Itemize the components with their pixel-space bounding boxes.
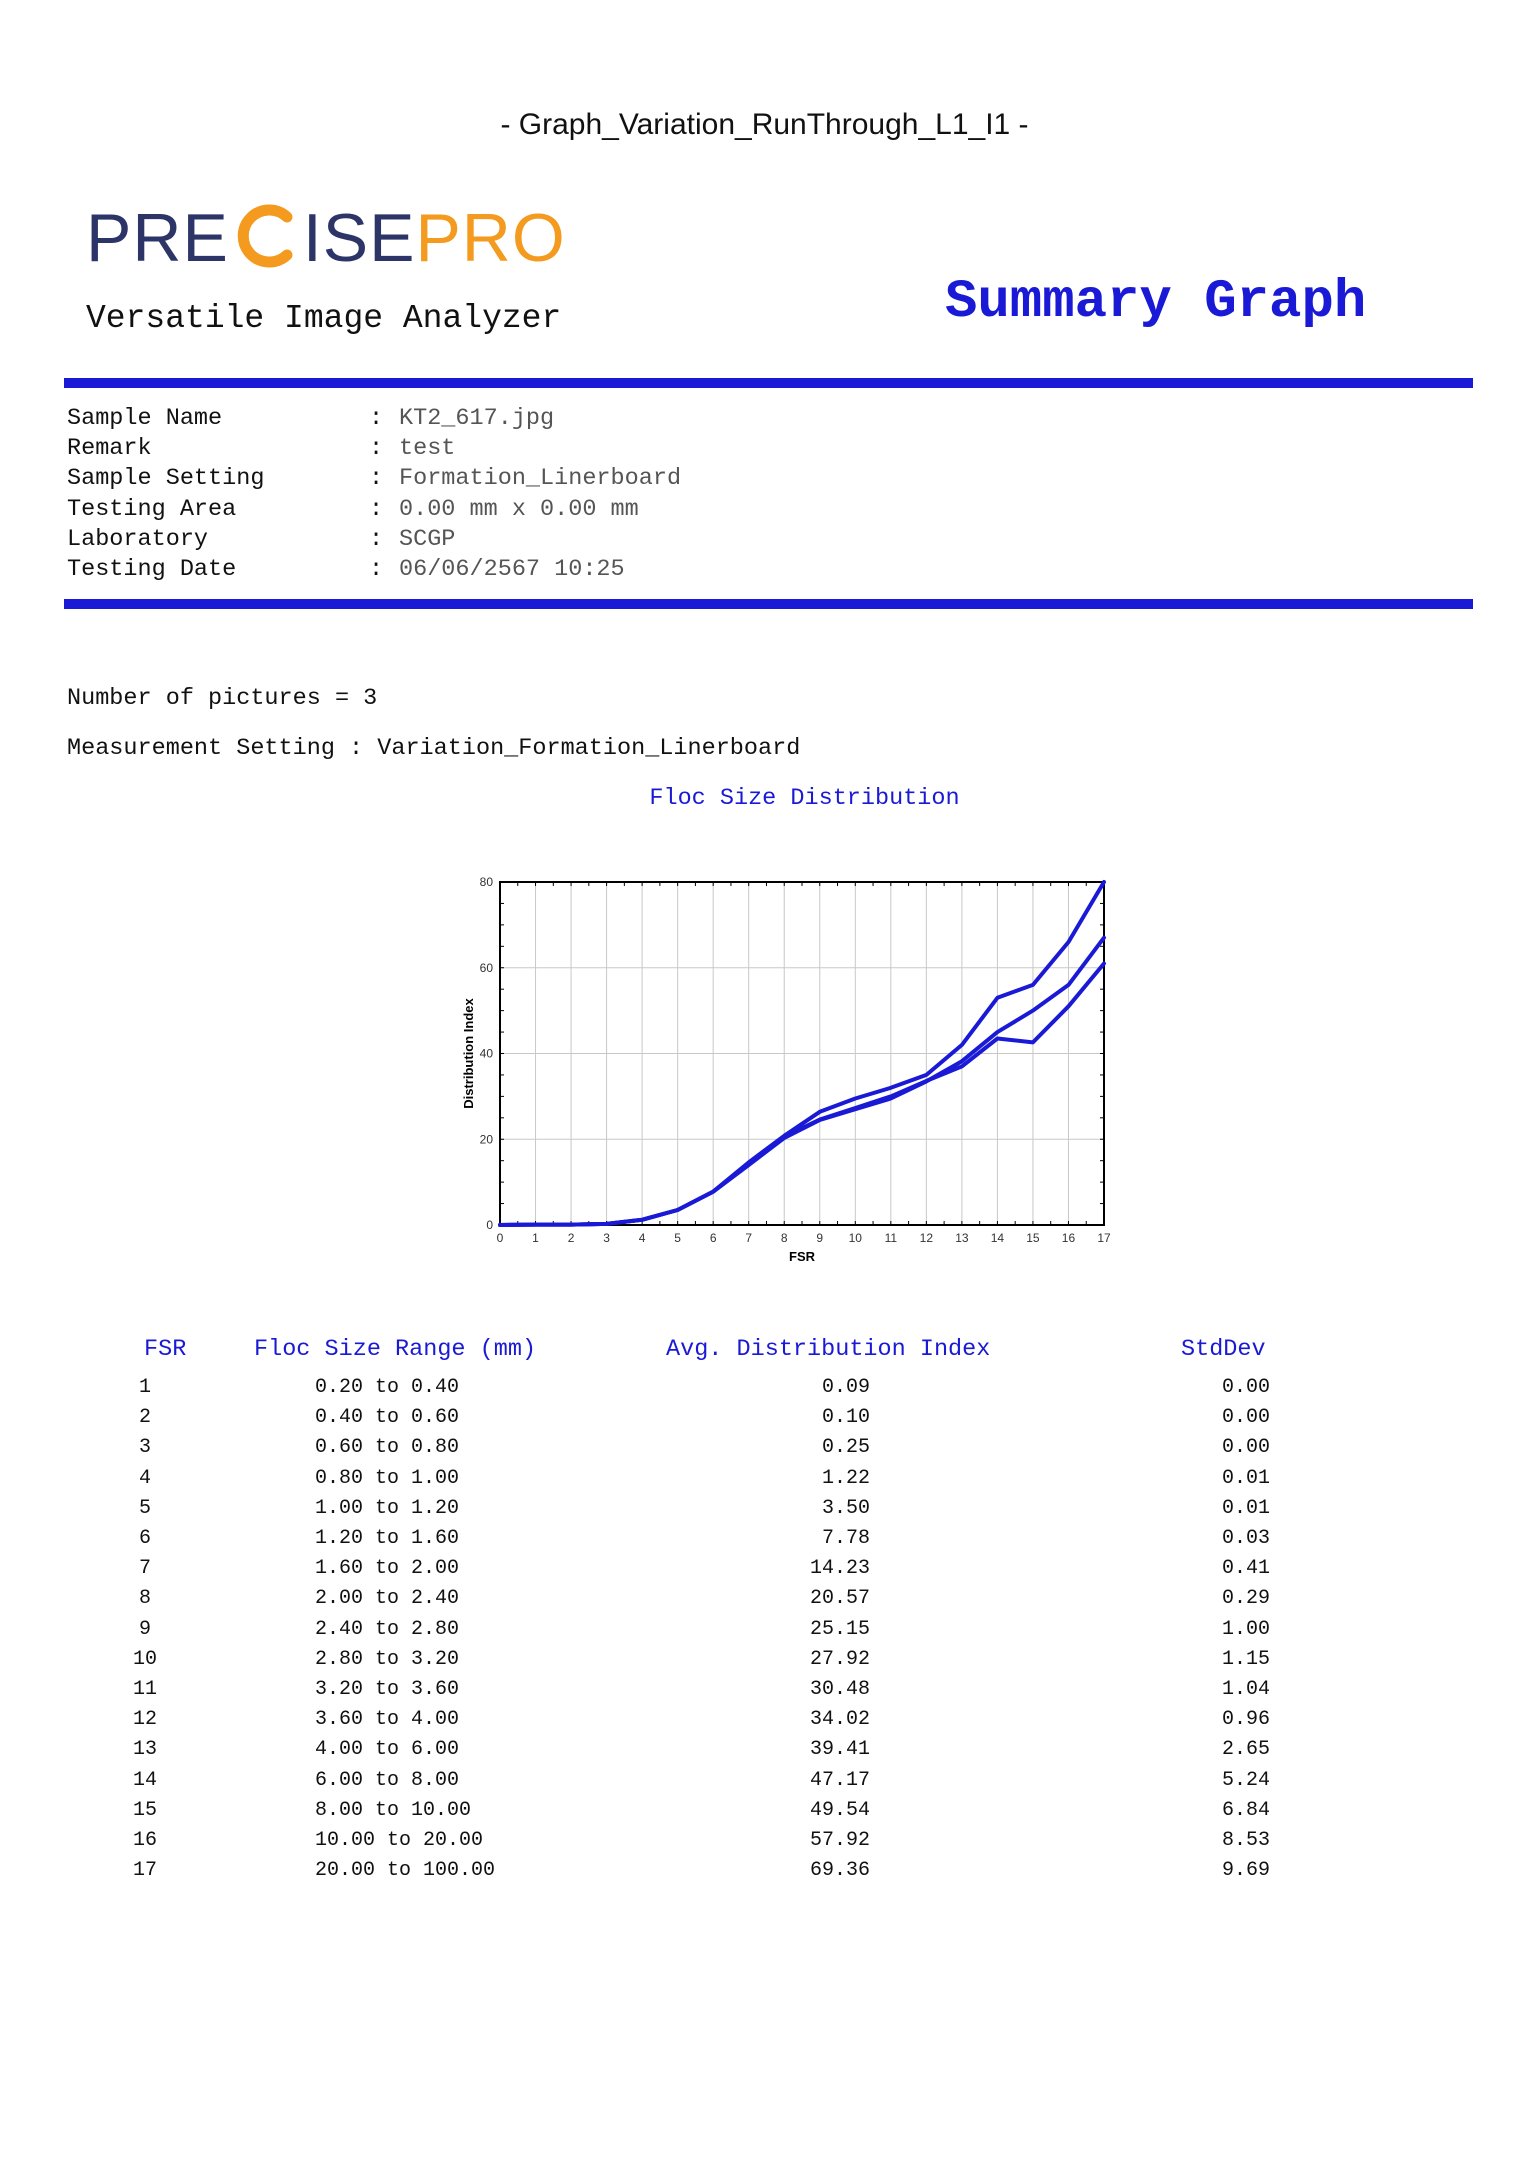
cell-floc-size-range: 8.00 to 10.00 [315,1798,472,1822]
header-avg-distribution-index: Avg. Distribution Index [666,1336,991,1363]
cell-avg-distribution-index: 0.25 [821,1436,870,1460]
info-separator: : [369,405,384,432]
product-subtitle: Versatile Image Analyzer [86,300,562,337]
cell-fsr: 4 [138,1466,151,1490]
y-axis-label: Distribution Index [461,998,476,1109]
table-row [0,1406,1529,1436]
cell-stddev: 5.24 [1221,1768,1270,1792]
info-row-laboratory [67,525,681,555]
table-row [0,1678,1529,1708]
cell-avg-distribution-index: 34.02 [809,1708,870,1732]
cell-fsr: 9 [138,1617,151,1641]
table-row [0,1738,1529,1768]
x-tick-label: 10 [848,1231,862,1245]
logo-text-pro: PRO [415,200,566,276]
cell-fsr: 12 [132,1708,157,1732]
x-tick-label: 0 [496,1231,504,1245]
cell-fsr: 13 [132,1738,157,1762]
cell-avg-distribution-index: 7.78 [821,1527,870,1550]
x-tick-label: 3 [603,1231,610,1245]
cell-floc-size-range: 1.00 to 1.20 [315,1496,460,1520]
cell-avg-distribution-index: 3.50 [821,1496,870,1520]
cell-floc-size-range: 1.60 to 2.00 [315,1557,460,1581]
info-label: Sample Name [67,405,223,432]
cell-avg-distribution-index: 30.48 [809,1678,870,1701]
summary-graph-heading: Summary Graph [945,272,1367,333]
cell-floc-size-range: 3.60 to 4.00 [315,1708,460,1732]
company-logo [86,185,646,305]
info-value: test [399,435,456,463]
info-separator: : [369,495,384,523]
table-row [0,1376,1529,1406]
cell-fsr: 2 [138,1406,151,1430]
table-row [0,1527,1529,1557]
header-fsr: FSR [144,1336,187,1363]
cell-avg-distribution-index: 14.23 [809,1557,870,1581]
cell-stddev: 1.00 [1221,1617,1270,1641]
cell-avg-distribution-index: 0.10 [821,1406,870,1430]
info-label: Laboratory [67,525,209,553]
info-row-testing-date [67,555,681,585]
logo-c-ring-icon [233,203,299,269]
cell-fsr: 7 [138,1557,151,1581]
x-tick-label: 15 [1026,1231,1040,1245]
y-tick-label: 0 [486,1218,493,1232]
x-tick-label: 13 [955,1231,969,1245]
cell-avg-distribution-index: 20.57 [809,1587,870,1611]
cell-stddev: 0.03 [1221,1527,1270,1550]
cell-avg-distribution-index: 0.09 [821,1376,870,1399]
table-row [0,1497,1529,1527]
x-tick-label: 5 [674,1231,681,1245]
cell-floc-size-range: 4.00 to 6.00 [315,1738,460,1762]
info-value: Formation_Linerboard [399,465,682,493]
logo-text-ise: ISE [302,200,416,276]
y-tick-label: 20 [479,1132,493,1147]
x-tick-label: 1 [532,1231,539,1245]
cell-floc-size-range: 0.60 to 0.80 [315,1436,460,1460]
cell-fsr: 16 [132,1829,157,1852]
info-label: Testing Area [67,495,237,523]
header-floc-size-range: Floc Size Range (mm) [254,1336,537,1363]
series-line-2 [500,938,1104,1225]
x-tick-label: 11 [884,1231,898,1245]
cell-avg-distribution-index: 57.92 [809,1829,870,1852]
graph-title: Floc Size Distribution [649,785,960,812]
cell-stddev: 0.00 [1221,1406,1270,1430]
info-label: Remark [67,435,152,463]
x-axis-label: FSR [789,1249,815,1264]
cell-stddev: 0.29 [1221,1587,1270,1611]
cell-fsr: 17 [132,1859,157,1883]
cell-stddev: 2.65 [1221,1738,1270,1762]
table-row [0,1436,1529,1466]
cell-stddev: 0.00 [1221,1376,1270,1399]
table-row [0,1557,1529,1587]
cell-stddev: 0.96 [1221,1708,1270,1732]
x-tick-label: 16 [1061,1231,1076,1245]
cell-stddev: 1.04 [1221,1678,1270,1701]
x-tick-label: 4 [638,1231,646,1245]
info-row-sample-setting [67,464,681,494]
info-separator: : [369,465,384,493]
info-value: SCGP [399,525,456,553]
cell-fsr: 5 [138,1496,151,1520]
cell-fsr: 11 [132,1678,157,1701]
info-row-sample-name [67,404,681,434]
x-tick-label: 7 [745,1231,753,1245]
info-label: Sample Setting [67,465,265,493]
cell-fsr: 6 [138,1527,151,1550]
cell-floc-size-range: 6.00 to 8.00 [315,1768,460,1792]
cell-avg-distribution-index: 25.15 [809,1617,870,1641]
cell-stddev: 0.41 [1221,1557,1270,1581]
table-row [0,1799,1529,1829]
sample-info-block [67,404,681,585]
info-label: Testing Date [67,556,237,584]
cell-fsr: 10 [132,1647,157,1671]
cell-stddev: 0.00 [1221,1436,1270,1460]
cell-avg-distribution-index: 1.22 [821,1466,870,1490]
y-tick-label: 60 [479,960,493,975]
cell-stddev: 6.84 [1221,1798,1270,1822]
cell-avg-distribution-index: 39.41 [809,1738,870,1762]
cell-fsr: 1 [138,1376,151,1399]
info-row-testing-area [67,495,681,525]
cell-fsr: 3 [138,1436,151,1460]
bottom-divider [64,599,1473,609]
y-tick-label: 80 [479,875,493,889]
table-row [0,1587,1529,1617]
cell-stddev: 0.01 [1221,1496,1270,1520]
cell-stddev: 9.69 [1221,1859,1270,1883]
floc-size-distribution-chart [455,870,1120,1280]
cell-fsr: 8 [138,1587,151,1611]
cell-floc-size-range: 2.80 to 3.20 [315,1647,460,1671]
x-tick-label: 12 [919,1231,934,1245]
logo-text-pre: PRE [86,200,229,276]
x-tick-label: 8 [780,1231,788,1245]
table-row [0,1859,1529,1889]
info-separator: : [369,525,384,553]
cell-floc-size-range: 2.00 to 2.40 [315,1587,460,1611]
x-tick-label: 17 [1097,1231,1111,1245]
series-line-3 [500,964,1104,1226]
x-tick-label: 2 [567,1231,575,1245]
cell-avg-distribution-index: 47.17 [809,1768,870,1792]
measurement-setting: Measurement Setting : Variation_Formation_Linerboard [67,735,801,762]
x-tick-label: 9 [816,1231,824,1245]
cell-floc-size-range: 2.40 to 2.80 [315,1617,460,1641]
cell-floc-size-range: 0.20 to 0.40 [315,1376,460,1399]
table-row [0,1769,1529,1799]
table-row [0,1618,1529,1648]
number-of-pictures: Number of pictures = 3 [67,685,378,712]
cell-floc-size-range: 3.20 to 3.60 [315,1678,460,1701]
document-title: - Graph_Variation_RunThrough_L1_I1 - [500,108,1029,141]
cell-stddev: 0.01 [1221,1466,1270,1490]
table-row [0,1648,1529,1678]
x-tick-label: 6 [709,1231,717,1245]
cell-floc-size-range: 0.40 to 0.60 [315,1406,460,1430]
cell-stddev: 8.53 [1221,1829,1270,1852]
cell-stddev: 1.15 [1221,1647,1270,1671]
table-row [0,1708,1529,1738]
info-value: KT2_617.jpg [399,405,555,432]
table-row [0,1467,1529,1497]
cell-avg-distribution-index: 27.92 [809,1647,870,1671]
cell-avg-distribution-index: 69.36 [809,1859,870,1883]
x-tick-label: 14 [990,1231,1005,1245]
header-stddev: StdDev [1181,1336,1266,1363]
top-divider [64,378,1473,388]
info-separator: : [369,435,384,463]
cell-floc-size-range: 20.00 to 100.00 [315,1859,496,1883]
cell-avg-distribution-index: 49.54 [809,1798,870,1822]
cell-floc-size-range: 0.80 to 1.00 [315,1466,460,1490]
cell-floc-size-range: 1.20 to 1.60 [315,1527,460,1550]
info-row-remark [67,434,681,464]
cell-floc-size-range: 10.00 to 20.00 [315,1829,484,1852]
cell-fsr: 15 [132,1798,157,1822]
info-separator: : [369,556,384,584]
table-row [0,1829,1529,1859]
y-tick-label: 40 [479,1046,493,1061]
info-value: 06/06/2567 10:25 [399,556,625,584]
cell-fsr: 14 [132,1768,157,1792]
info-value: 0.00 mm x 0.00 mm [399,495,639,523]
